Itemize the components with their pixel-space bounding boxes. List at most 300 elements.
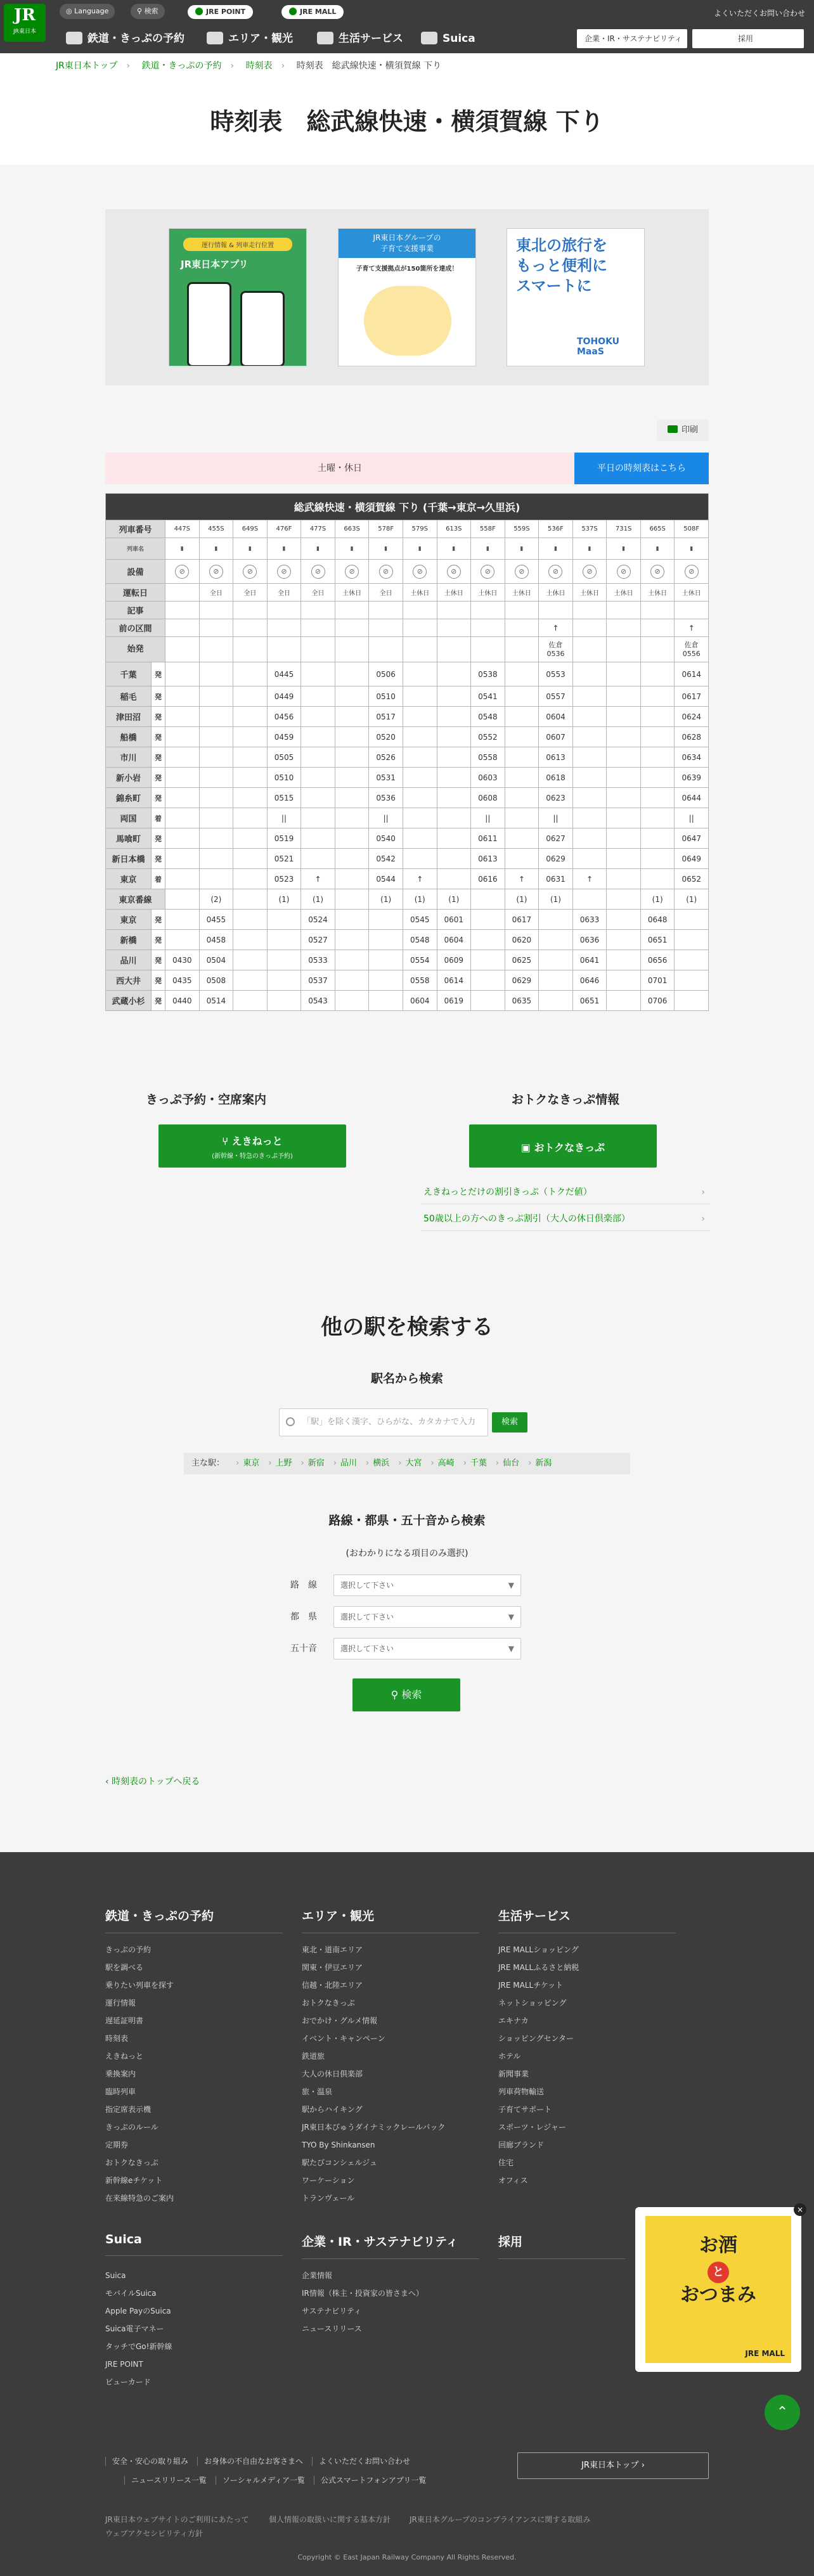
train-name-cell: ▮ xyxy=(335,538,369,560)
time-cell xyxy=(165,768,200,788)
time-cell: 0603 xyxy=(471,768,505,788)
days-cell: 全日 xyxy=(301,584,335,602)
train-number[interactable]: 537S xyxy=(572,520,607,538)
dep-arr-mark: 発 xyxy=(152,727,165,747)
footer-link[interactable]: ビューカード xyxy=(105,2378,151,2386)
prev-cell xyxy=(199,619,233,637)
equipment-cell xyxy=(539,560,573,584)
filter-label-pref: 都 県 xyxy=(290,1612,317,1622)
time-cell: 0627 xyxy=(539,828,573,849)
prev-cell xyxy=(335,619,369,637)
time-cell xyxy=(335,970,369,991)
footer-bottom-link[interactable]: 安全・安心の取り組み xyxy=(105,2457,188,2466)
footer-link[interactable]: Suica xyxy=(105,2271,126,2280)
banner-area xyxy=(105,209,709,385)
station-name: 津田沼 xyxy=(106,707,152,727)
footer-link[interactable]: 駅を調べる xyxy=(105,1963,144,1972)
time-cell xyxy=(607,991,641,1011)
time-cell: 0558 xyxy=(403,970,437,991)
time-cell: 0536 xyxy=(369,788,403,808)
equipment-cell xyxy=(335,560,369,584)
train-icon xyxy=(66,32,82,44)
time-cell xyxy=(505,849,539,869)
train-name-cell: ▮ xyxy=(675,538,709,560)
time-cell: 0538 xyxy=(471,662,505,686)
footer-link[interactable]: IR情報（株主・投資家の皆さまへ） xyxy=(302,2289,423,2298)
note-cell xyxy=(233,602,268,619)
time-cell xyxy=(301,768,335,788)
footer-link[interactable]: タッチでGo!新幹線 xyxy=(105,2342,172,2351)
footer-link[interactable]: 駅からハイキング xyxy=(302,2105,363,2114)
time-cell xyxy=(301,747,335,768)
equipment-cell xyxy=(403,560,437,584)
time-cell xyxy=(607,727,641,747)
time-cell: 0631 xyxy=(539,869,573,889)
prev-cell xyxy=(505,619,539,637)
time-cell: 0459 xyxy=(267,727,301,747)
jr-east-logo[interactable]: JR JR東日本 xyxy=(4,4,46,42)
time-cell: 0616 xyxy=(471,869,505,889)
footer-link[interactable]: 時刻表 xyxy=(105,2034,129,2043)
time-cell: (1) xyxy=(539,889,573,910)
deals-heading: おトクなきっぷ情報 xyxy=(511,1093,620,1107)
footer-link[interactable]: おトクなきっぷ xyxy=(302,1999,355,2007)
no-smoking-icon: ⊘ xyxy=(548,565,562,579)
time-cell xyxy=(437,662,471,686)
footer-link[interactable]: スポーツ・レジャー xyxy=(498,2123,566,2132)
time-cell: 0701 xyxy=(640,970,675,991)
time-cell xyxy=(165,662,200,686)
note-cell xyxy=(505,602,539,619)
close-icon[interactable]: × xyxy=(794,2203,806,2216)
time-cell: ↑ xyxy=(572,869,607,889)
time-cell: 0633 xyxy=(572,910,607,930)
banner-childcare[interactable]: JR東日本グループの 子育て支援事業 子育て支援拠点が150箇所を達成！ xyxy=(338,228,476,366)
train-number[interactable]: 536F xyxy=(539,520,573,538)
time-cell: 0628 xyxy=(675,727,709,747)
days-cell: 土休日 xyxy=(403,584,437,602)
search-button[interactable]: ⚲ 検索 xyxy=(131,4,165,19)
footer-link[interactable]: 新聞事業 xyxy=(498,2070,529,2078)
train-number[interactable]: 649S xyxy=(233,520,268,538)
time-cell xyxy=(437,808,471,828)
days-cell: 土休日 xyxy=(437,584,471,602)
footer-link[interactable]: 運行情報 xyxy=(105,1999,136,2007)
footer-col-corp xyxy=(302,2267,423,2338)
time-cell: 0651 xyxy=(640,930,675,950)
equipment-cell xyxy=(572,560,607,584)
time-cell xyxy=(335,869,369,889)
time-cell xyxy=(335,828,369,849)
no-smoking-icon: ⊘ xyxy=(481,565,494,579)
pref-select[interactable]: 選択して下さい ▼ xyxy=(333,1606,521,1628)
time-cell: (1) xyxy=(301,889,335,910)
main-station-link[interactable]: 高崎 xyxy=(437,1459,455,1468)
time-cell xyxy=(675,970,709,991)
crumb-top[interactable]: JR東日本トップ xyxy=(56,61,118,71)
footer-link[interactable]: 臨時列車 xyxy=(105,2087,136,2096)
shop-icon xyxy=(317,32,333,44)
footer-heading-suica: Suica xyxy=(105,2232,283,2256)
filter-label-kana: 五十音 xyxy=(290,1644,317,1654)
time-cell: (1) xyxy=(369,889,403,910)
dep-arr-mark: 発 xyxy=(152,849,165,869)
banner-jr-app[interactable]: 運行情報 & 列車走行位置 JR東日本アプリ xyxy=(169,228,307,366)
time-cell: 0558 xyxy=(471,747,505,768)
time-cell xyxy=(539,950,573,970)
dep-arr-mark: 発 xyxy=(152,930,165,950)
promo-popup[interactable] xyxy=(635,2207,801,2372)
station-search-button[interactable]: 検索 xyxy=(492,1412,527,1433)
legal-terms[interactable]: JR東日本ウェブサイトのご利用にあたって xyxy=(105,2515,249,2524)
faq-link[interactable]: よくいただくお問い合わせ xyxy=(713,9,805,18)
note-cell xyxy=(437,602,471,619)
train-name-cell: ▮ xyxy=(301,538,335,560)
chevron-down-icon: ▼ xyxy=(508,1644,514,1653)
time-cell xyxy=(505,747,539,768)
time-cell xyxy=(572,788,607,808)
nav-area[interactable]: エリア・観光 xyxy=(207,29,293,48)
footer-link[interactable]: モバイルSuica xyxy=(105,2289,157,2298)
dep-arr-mark: 発 xyxy=(152,950,165,970)
row-label: 前の区間 xyxy=(106,619,165,637)
dep-arr-mark: 着 xyxy=(152,808,165,828)
footer-bottom-link[interactable]: ニュースリリース一覧 xyxy=(124,2476,207,2485)
time-cell xyxy=(165,686,200,707)
time-cell xyxy=(403,707,437,727)
time-cell xyxy=(199,686,233,707)
time-cell xyxy=(233,686,268,707)
note-cell xyxy=(301,602,335,619)
origin-cell xyxy=(437,637,471,662)
jre-point-link[interactable]: JRE POINT xyxy=(188,5,253,19)
time-cell: 0455 xyxy=(199,910,233,930)
time-cell xyxy=(403,849,437,869)
train-number[interactable]: 476F xyxy=(267,520,301,538)
footer-link[interactable]: 住宅 xyxy=(498,2158,514,2167)
time-cell xyxy=(607,970,641,991)
nav-rail[interactable]: 鉄道・きっぷの予約 xyxy=(66,29,184,48)
footer-link[interactable]: JRE POINT xyxy=(105,2360,143,2369)
train-number[interactable]: 447S xyxy=(165,520,200,538)
kana-select[interactable]: 選択して下さい ▼ xyxy=(333,1638,521,1659)
station-search-input[interactable]: 「駅」を除く漢字、ひらがな、カタカナで入力 xyxy=(279,1408,488,1436)
time-cell xyxy=(335,808,369,828)
time-cell: 0614 xyxy=(437,970,471,991)
prev-cell xyxy=(607,619,641,637)
main-station-link[interactable]: 横浜 xyxy=(373,1459,390,1468)
footer-link[interactable]: Apple PayのSuica xyxy=(105,2307,171,2315)
train-number[interactable]: 578F xyxy=(369,520,403,538)
train-number[interactable]: 665S xyxy=(640,520,675,538)
corporate-link[interactable]: 企業・IR・サステナビリティ xyxy=(577,29,687,48)
time-cell xyxy=(335,747,369,768)
station-name: 東京 xyxy=(106,910,152,930)
time-cell: 0649 xyxy=(675,849,709,869)
train-number[interactable]: 613S xyxy=(437,520,471,538)
time-cell: 0646 xyxy=(572,970,607,991)
no-smoking-icon: ⊘ xyxy=(379,565,393,579)
prev-cell xyxy=(640,619,675,637)
footer-link[interactable]: JRE MALLふるさと納税 xyxy=(498,1963,579,1972)
train-number[interactable]: 508F xyxy=(675,520,709,538)
time-cell xyxy=(403,808,437,828)
footer-link[interactable]: 乗りたい列車を探す xyxy=(105,1981,174,1990)
time-cell xyxy=(335,707,369,727)
days-cell: 土休日 xyxy=(607,584,641,602)
footer-link[interactable]: ネットショッピング xyxy=(498,1999,567,2007)
chevron-right-icon: › xyxy=(236,1459,240,1468)
deal-link-2[interactable]: 50歳以上の方へのきっぷ割引（大人の休日倶楽部） › xyxy=(421,1207,710,1231)
time-cell xyxy=(165,849,200,869)
footer-link[interactable]: きっぷのルール xyxy=(105,2123,158,2132)
time-cell: 0552 xyxy=(471,727,505,747)
nav-life[interactable]: 生活サービス xyxy=(317,29,403,48)
deals-button[interactable]: ▣ おトクなきっぷ xyxy=(469,1124,657,1168)
footer-link[interactable]: サステナビリティ xyxy=(302,2307,362,2315)
time-cell xyxy=(301,808,335,828)
footer-link[interactable]: 東北・道南エリア xyxy=(302,1945,363,1954)
line-select[interactable]: 選択して下さい ▼ xyxy=(333,1575,521,1596)
eki-net-button[interactable]: ⑂ えきねっと (新幹線・特急のきっぷ予約) xyxy=(158,1124,346,1168)
time-cell xyxy=(505,727,539,747)
tab-holiday[interactable]: 土曜・休日 xyxy=(105,453,574,484)
footer-link[interactable]: 回廊ブランド xyxy=(498,2141,545,2149)
language-button[interactable]: ◎ Language xyxy=(60,4,115,19)
footer-link[interactable]: 遅延証明書 xyxy=(105,2016,144,2025)
footer-link[interactable]: オフィス xyxy=(498,2176,528,2185)
time-cell xyxy=(199,808,233,828)
time-cell: (1) xyxy=(505,889,539,910)
footer-link[interactable]: えきねっと xyxy=(105,2052,144,2061)
banner-tohoku-maas[interactable]: 東北の旅行を もっと便利に スマートに TOHOKU MaaS xyxy=(507,228,645,366)
origin-cell xyxy=(233,637,268,662)
footer-link[interactable]: JR東日本びゅうダイナミックレールパック xyxy=(302,2123,446,2132)
time-cell xyxy=(572,686,607,707)
footer-link[interactable]: おトクなきっぷ xyxy=(105,2158,158,2167)
chevron-right-icon: › xyxy=(398,1459,402,1468)
back-to-timetable-link[interactable]: ‹ 時刻表のトップへ戻る xyxy=(105,1777,200,1787)
footer-link[interactable]: おでかけ・グルメ情報 xyxy=(302,2016,378,2025)
time-cell xyxy=(267,970,301,991)
equipment-cell xyxy=(369,560,403,584)
time-cell xyxy=(572,828,607,849)
footer-link[interactable]: 子育てサポート xyxy=(498,2105,552,2114)
main-station-link[interactable]: 品川 xyxy=(340,1459,358,1468)
main-station-link[interactable]: 上野 xyxy=(275,1459,292,1468)
station-name: 西大井 xyxy=(106,970,152,991)
time-cell xyxy=(572,768,607,788)
map-icon xyxy=(207,32,223,44)
train-number[interactable]: 559S xyxy=(505,520,539,538)
time-cell: 0613 xyxy=(539,747,573,768)
time-cell xyxy=(369,910,403,930)
main-station-link[interactable]: 仙台 xyxy=(503,1459,520,1468)
train-number[interactable]: 663S xyxy=(335,520,369,538)
main-station-link[interactable]: 大宮 xyxy=(405,1459,422,1468)
route-search-button[interactable]: ⚲ 検索 xyxy=(352,1678,460,1711)
time-cell xyxy=(233,727,268,747)
footer-link[interactable]: ホテル xyxy=(498,2052,521,2061)
time-cell xyxy=(335,727,369,747)
footer-link[interactable]: 信越・北陸エリア xyxy=(302,1981,363,1990)
time-cell xyxy=(572,727,607,747)
time-cell xyxy=(335,662,369,686)
search-heading: 他の駅を検索する xyxy=(321,1315,493,1340)
train-number[interactable]: 558F xyxy=(471,520,505,538)
train-number[interactable]: 477S xyxy=(301,520,335,538)
footer-heading-rail: 鉄道・きっぷの予約 xyxy=(105,1907,283,1933)
chevron-down-icon: ▼ xyxy=(508,1581,514,1590)
footer-bottom-link[interactable]: 公式スマートフォンアプリ一覧 xyxy=(314,2476,426,2485)
footer-link[interactable]: 乗換案内 xyxy=(105,2070,136,2078)
footer-link[interactable]: Suica電子マネー xyxy=(105,2324,164,2333)
time-cell xyxy=(505,686,539,707)
recruit-link[interactable]: 採用 xyxy=(692,29,804,48)
legal-accessibility[interactable]: ウェブアクセシビリティ方針 xyxy=(105,2529,203,2538)
note-cell xyxy=(199,602,233,619)
footer-link[interactable]: ニュースリリース xyxy=(302,2324,362,2333)
time-cell: 0445 xyxy=(267,662,301,686)
time-cell: 0537 xyxy=(301,970,335,991)
equipment-cell xyxy=(267,560,301,584)
origin-cell xyxy=(301,637,335,662)
prev-cell: ↑ xyxy=(539,619,573,637)
footer-link[interactable]: 新幹線eチケット xyxy=(105,2176,163,2185)
main-station-link[interactable]: 千葉 xyxy=(470,1459,487,1468)
note-cell xyxy=(640,602,675,619)
footer-link[interactable]: 列車荷物輸送 xyxy=(498,2087,545,2096)
no-smoking-icon: ⊘ xyxy=(209,565,223,579)
time-cell xyxy=(369,970,403,991)
time-cell xyxy=(640,727,675,747)
time-cell xyxy=(607,889,641,910)
time-cell xyxy=(369,930,403,950)
print-button[interactable]: 印刷 xyxy=(657,420,709,441)
jr-top-button[interactable]: JR東日本トップ › xyxy=(517,2452,709,2479)
train-number[interactable]: 731S xyxy=(607,520,641,538)
time-cell xyxy=(640,662,675,686)
footer-link[interactable]: JRE MALLショッピング xyxy=(498,1945,579,1954)
prev-cell xyxy=(267,619,301,637)
footer-link[interactable]: ショッピングセンター xyxy=(498,2034,574,2043)
days-cell: 土休日 xyxy=(675,584,709,602)
footer-link[interactable]: 指定席表示機 xyxy=(105,2105,152,2114)
dep-arr-mark: 着 xyxy=(152,869,165,889)
crumb-rail[interactable]: 鉄道・きっぷの予約 xyxy=(141,61,222,71)
time-cell: ↑ xyxy=(505,869,539,889)
main-station-link[interactable]: 新潟 xyxy=(535,1459,552,1468)
time-cell xyxy=(233,930,268,950)
tab-weekday[interactable]: 平日の時刻表はこちら xyxy=(574,453,709,484)
row-label: 始発 xyxy=(106,637,165,662)
footer-link[interactable]: TYO By Shinkansen xyxy=(302,2141,375,2149)
time-cell xyxy=(301,707,335,727)
train-number[interactable]: 455S xyxy=(199,520,233,538)
deal-link-1[interactable]: えきねっとだけの割引きっぷ（トクだ値） › xyxy=(421,1180,710,1204)
footer-link[interactable]: 鉄道旅 xyxy=(302,2052,325,2061)
time-cell xyxy=(471,889,505,910)
footer-link[interactable]: JRE MALLチケット xyxy=(498,1981,564,1990)
footer-link[interactable]: 大人の休日倶楽部 xyxy=(302,2070,363,2078)
time-cell xyxy=(335,686,369,707)
days-cell: 全日 xyxy=(199,584,233,602)
days-cell: 土休日 xyxy=(471,584,505,602)
train-number[interactable]: 579S xyxy=(403,520,437,538)
scroll-top-button[interactable] xyxy=(765,2395,800,2430)
time-cell xyxy=(572,662,607,686)
time-cell: 0601 xyxy=(437,910,471,930)
time-cell: 0540 xyxy=(369,828,403,849)
time-cell xyxy=(640,686,675,707)
time-cell xyxy=(233,889,268,910)
time-cell xyxy=(640,808,675,828)
station-name: 千葉 xyxy=(106,662,152,686)
footer-link[interactable]: きっぷの予約 xyxy=(105,1945,152,1954)
time-cell xyxy=(199,788,233,808)
time-cell: 0533 xyxy=(301,950,335,970)
time-cell: (1) xyxy=(640,889,675,910)
train-name-cell: ▮ xyxy=(403,538,437,560)
jre-mall-link[interactable]: JRE MALL xyxy=(281,5,344,19)
dep-arr-mark: 発 xyxy=(152,707,165,727)
legal-privacy[interactable]: 個人情報の取扱いに関する基本方針 xyxy=(269,2515,391,2524)
footer-link[interactable]: ワーケーション xyxy=(302,2176,355,2185)
time-cell xyxy=(471,930,505,950)
footer-bottom-link[interactable]: よくいただくお問い合わせ xyxy=(312,2457,410,2466)
time-cell xyxy=(640,849,675,869)
time-cell: 0543 xyxy=(301,991,335,1011)
main-station-link[interactable]: 東京 xyxy=(243,1459,260,1468)
main-stations: 主な駅： › 東京 › 上野 › 新宿 › 品川 › 横浜 › 大宮 › 高崎 › 千葉 › 仙台 › 新潟 xyxy=(184,1453,630,1474)
footer-link[interactable]: 駅たびコンシェルジュ xyxy=(302,2158,377,2167)
no-smoking-icon: ⊘ xyxy=(345,565,359,579)
time-cell xyxy=(607,849,641,869)
footer-col-area xyxy=(302,1941,445,2207)
footer-bottom-link[interactable]: お身体の不自由なお客さまへ xyxy=(197,2457,303,2466)
train-name-cell: ▮ xyxy=(267,538,301,560)
chevron-right-icon: › xyxy=(333,1459,337,1468)
footer-link[interactable]: エキナカ xyxy=(498,2016,529,2025)
crumb-timetable[interactable]: 時刻表 xyxy=(245,61,273,71)
time-cell: 0523 xyxy=(267,869,301,889)
footer-link[interactable]: トランヴェール xyxy=(302,2194,355,2203)
time-cell xyxy=(607,768,641,788)
footer-link[interactable]: イベント・キャンペーン xyxy=(302,2034,385,2043)
time-cell xyxy=(640,768,675,788)
legal-compliance[interactable]: JR東日本グループのコンプライアンスに関する取組み xyxy=(410,2515,591,2524)
footer-link[interactable]: 企業情報 xyxy=(302,2271,333,2280)
days-cell xyxy=(165,584,200,602)
time-cell: 0440 xyxy=(165,991,200,1011)
time-cell xyxy=(437,869,471,889)
nav-suica[interactable]: Suica xyxy=(421,29,475,48)
note-cell xyxy=(165,602,200,619)
main-station-link[interactable]: 新宿 xyxy=(307,1459,325,1468)
no-smoking-icon: ⊘ xyxy=(413,565,427,579)
time-cell: 0519 xyxy=(267,828,301,849)
footer-link[interactable]: 旅・温泉 xyxy=(302,2087,333,2096)
time-cell xyxy=(471,950,505,970)
time-cell xyxy=(607,707,641,727)
time-cell xyxy=(437,707,471,727)
prev-cell xyxy=(437,619,471,637)
footer-link[interactable]: 関東・伊豆エリア xyxy=(302,1963,363,1972)
footer-link[interactable]: 在来線特急のご案内 xyxy=(105,2194,174,2203)
footer-link[interactable]: 定期券 xyxy=(105,2141,129,2149)
illustration xyxy=(364,286,451,356)
footer-bottom-link[interactable]: ソーシャルメディア一覧 xyxy=(216,2476,305,2485)
